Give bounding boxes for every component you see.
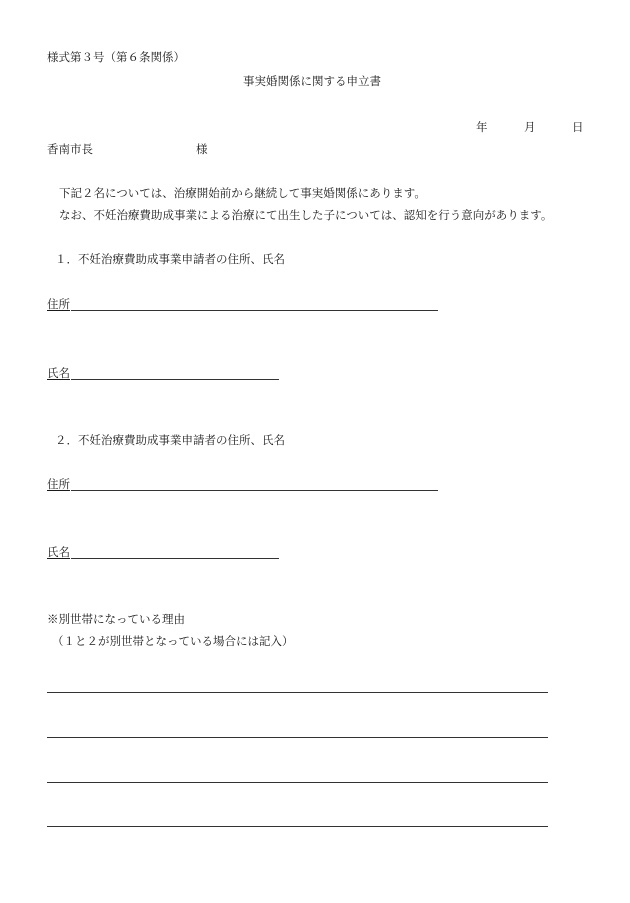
date-day-label: 日	[572, 120, 584, 134]
addressee-name: 香南市長	[47, 142, 93, 156]
applicant-2-address-label: 住所	[47, 477, 70, 491]
date-year-label: 年	[476, 120, 488, 134]
applicant-1-name-label: 氏名	[47, 366, 70, 380]
applicant-1-heading: １．不妊治療費助成事業申請者の住所、氏名	[55, 252, 285, 266]
separate-household-note: （１と２が別世帯となっている場合には記入）	[52, 634, 294, 648]
date-month-label: 月	[524, 120, 536, 134]
reason-line-4[interactable]	[47, 826, 548, 827]
applicant-1-address-field[interactable]	[71, 310, 438, 311]
applicant-1-address-label: 住所	[47, 297, 70, 311]
applicant-1-name-field[interactable]	[71, 379, 279, 380]
applicant-2-name-field[interactable]	[71, 558, 279, 559]
reason-line-2[interactable]	[47, 737, 548, 738]
applicant-2-name-label: 氏名	[47, 545, 70, 559]
document-title: 事実婚関係に関する申立書	[243, 74, 381, 88]
separate-household-heading: ※別世帯になっている理由	[47, 612, 185, 626]
applicant-2-heading: ２．不妊治療費助成事業申請者の住所、氏名	[55, 433, 285, 447]
statement-line-2: なお、不妊治療費助成事業による治療にて出生した子については、認知を行う意向があります。	[59, 208, 553, 222]
addressee-honorific: 様	[196, 142, 208, 156]
applicant-2-address-field[interactable]	[71, 490, 438, 491]
reason-line-3[interactable]	[47, 782, 548, 783]
reason-line-1[interactable]	[47, 692, 548, 693]
statement-line-1: 下記２名については、治療開始前から継続して事実婚関係にあります。	[59, 186, 426, 200]
form-number: 様式第３号（第６条関係）	[47, 50, 185, 64]
